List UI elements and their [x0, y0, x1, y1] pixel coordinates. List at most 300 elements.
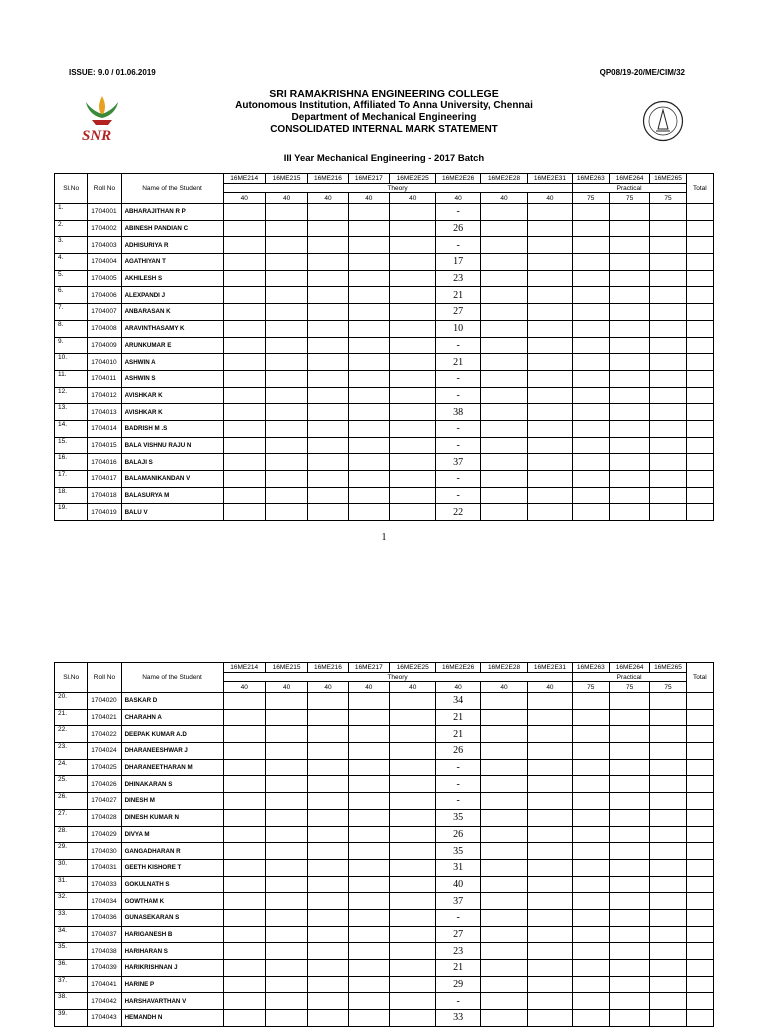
- roll-no-cell: 1704011: [88, 370, 121, 387]
- mark-cell-16me2e26: -: [436, 993, 480, 1010]
- mark-cell-16me2e26: 26: [436, 743, 480, 760]
- mark-cell-16me2e26: -: [436, 759, 480, 776]
- mark-cell: [390, 404, 436, 421]
- sl-no-cell: 31.: [55, 876, 88, 893]
- sl-no-cell: 39.: [55, 1010, 88, 1027]
- mark-cell: [348, 859, 389, 876]
- mark-cell: [308, 859, 348, 876]
- sl-no-cell: 24.: [55, 759, 88, 776]
- mark-cell-16me2e26: 22: [436, 504, 480, 521]
- mark-cell: [528, 420, 572, 437]
- mark-cell: [348, 471, 389, 488]
- roll-no-cell: 1704008: [88, 320, 121, 337]
- mark-cell: [390, 993, 436, 1010]
- mark-cell-16me2e26: -: [436, 204, 480, 221]
- mark-cell: [390, 420, 436, 437]
- table-row: [55, 960, 714, 977]
- issue-number: ISSUE: 9.0 / 01.06.2019: [69, 68, 156, 77]
- mark-cell-16me2e26: -: [436, 237, 480, 254]
- table-row: [55, 893, 714, 910]
- mark-cell: [223, 909, 265, 926]
- sl-no-cell: 20.: [55, 693, 88, 710]
- subject-code-header: 16ME2E25: [390, 174, 436, 184]
- total-cell: [686, 237, 713, 254]
- mark-cell: [265, 304, 307, 321]
- subject-code-header: 16ME2E31: [528, 174, 572, 184]
- mark-cell: [223, 270, 265, 287]
- mark-cell: [265, 420, 307, 437]
- sl-no-header: Sl.No: [55, 663, 88, 693]
- mark-cell: [308, 354, 348, 371]
- mark-cell: [348, 909, 389, 926]
- table-row: [55, 471, 714, 488]
- mark-cell: [390, 726, 436, 743]
- total-cell: [686, 709, 713, 726]
- mark-cell: [528, 354, 572, 371]
- mark-cell: [390, 809, 436, 826]
- mark-cell: [265, 254, 307, 271]
- total-header: Total: [686, 663, 713, 693]
- mark-cell: [528, 337, 572, 354]
- total-cell: [686, 876, 713, 893]
- mark-cell-16me2e26: 17: [436, 254, 480, 271]
- mark-cell: [265, 471, 307, 488]
- mark-cell: [480, 793, 527, 810]
- mark-cell: [265, 759, 307, 776]
- mark-cell: [480, 420, 527, 437]
- mark-cell: [308, 776, 348, 793]
- total-cell: [686, 404, 713, 421]
- total-cell: [686, 437, 713, 454]
- mark-cell: [348, 437, 389, 454]
- mark-cell: [265, 843, 307, 860]
- mark-cell: [265, 943, 307, 960]
- mark-cell: [609, 726, 649, 743]
- mark-cell: [265, 370, 307, 387]
- mark-cell: [223, 793, 265, 810]
- mark-cell: [528, 960, 572, 977]
- total-cell: [686, 287, 713, 304]
- roll-no-cell: 1704029: [88, 826, 121, 843]
- mark-cell: [572, 454, 609, 471]
- mark-cell: [572, 893, 609, 910]
- mark-cell: [480, 776, 527, 793]
- mark-cell: [265, 337, 307, 354]
- student-name-cell: HARIKRISHNAN J: [121, 960, 223, 977]
- mark-cell: [308, 254, 348, 271]
- mark-cell: [390, 876, 436, 893]
- mark-cell: [572, 926, 609, 943]
- mark-cell: [572, 370, 609, 387]
- student-name-header: Name of the Student: [121, 663, 223, 693]
- mark-cell: [572, 993, 609, 1010]
- mark-cell: [572, 793, 609, 810]
- roll-no-cell: 1704021: [88, 709, 121, 726]
- mark-cell: [609, 843, 649, 860]
- max-marks-header: 40: [265, 193, 307, 204]
- roll-no-cell: 1704017: [88, 471, 121, 488]
- total-cell: [686, 270, 713, 287]
- batch-title: III Year Mechanical Engineering - 2017 Batch: [283, 153, 485, 164]
- mark-cell: [572, 354, 609, 371]
- mark-cell-16me2e26: -: [436, 487, 480, 504]
- mark-cell: [348, 709, 389, 726]
- mark-cell-16me2e26: 21: [436, 960, 480, 977]
- mark-cell: [348, 404, 389, 421]
- mark-cell: [572, 709, 609, 726]
- sl-no-cell: 14.: [55, 420, 88, 437]
- mark-cell: [348, 976, 389, 993]
- mark-cell: [480, 909, 527, 926]
- roll-no-cell: 1704034: [88, 893, 121, 910]
- mark-cell: [348, 387, 389, 404]
- mark-cell: [390, 893, 436, 910]
- mark-cell-16me2e26: 38: [436, 404, 480, 421]
- table-row: [55, 254, 714, 271]
- mark-cell: [390, 287, 436, 304]
- roll-no-cell: 1704010: [88, 354, 121, 371]
- total-cell: [686, 776, 713, 793]
- mark-cell: [609, 876, 649, 893]
- mark-cell: [265, 204, 307, 221]
- student-name-cell: ABINESH PANDIAN C: [121, 220, 223, 237]
- table-row: [55, 504, 714, 521]
- mark-cell-16me2e26: 35: [436, 809, 480, 826]
- mark-cell-16me2e26: 37: [436, 454, 480, 471]
- mark-cell-16me2e26: 29: [436, 976, 480, 993]
- mark-cell: [650, 404, 686, 421]
- student-name-cell: AKHILESH S: [121, 270, 223, 287]
- mark-cell: [650, 304, 686, 321]
- mark-cell: [308, 370, 348, 387]
- student-name-cell: BALU V: [121, 504, 223, 521]
- student-name-cell: ASHWIN S: [121, 370, 223, 387]
- mark-cell: [572, 504, 609, 521]
- mark-cell: [265, 454, 307, 471]
- mark-cell: [609, 759, 649, 776]
- student-name-cell: AVISHKAR K: [121, 387, 223, 404]
- mark-cell: [348, 960, 389, 977]
- mark-cell: [480, 876, 527, 893]
- page-number: 1: [381, 532, 387, 543]
- college-name: SRI RAMAKRISHNA ENGINEERING COLLEGE: [269, 88, 499, 100]
- student-name-cell: HARSHAVARTHAN V: [121, 993, 223, 1010]
- mark-cell: [650, 726, 686, 743]
- table-row: [55, 793, 714, 810]
- sl-no-cell: 36.: [55, 960, 88, 977]
- mark-cell: [223, 726, 265, 743]
- subject-code-header: 16ME215: [265, 174, 307, 184]
- mark-cell: [572, 960, 609, 977]
- mark-cell: [650, 237, 686, 254]
- roll-no-header: Roll No: [88, 174, 121, 204]
- mark-cell: [480, 437, 527, 454]
- sl-no-cell: 25.: [55, 776, 88, 793]
- mark-cell: [528, 204, 572, 221]
- max-marks-header: 40: [348, 193, 389, 204]
- sl-no-cell: 23.: [55, 743, 88, 760]
- max-marks-header: 40: [348, 682, 389, 693]
- subject-code-header: 16ME214: [223, 663, 265, 673]
- mark-cell: [265, 776, 307, 793]
- mark-cell: [609, 370, 649, 387]
- student-name-cell: DIVYA M: [121, 826, 223, 843]
- mark-cell: [223, 204, 265, 221]
- mark-cell: [528, 304, 572, 321]
- mark-cell: [609, 437, 649, 454]
- mark-cell: [308, 420, 348, 437]
- mark-cell: [390, 759, 436, 776]
- mark-cell: [390, 776, 436, 793]
- sl-no-cell: 21.: [55, 709, 88, 726]
- mark-cell: [609, 304, 649, 321]
- student-name-cell: GUNASEKARAN S: [121, 909, 223, 926]
- mark-cell: [348, 487, 389, 504]
- mark-cell: [650, 876, 686, 893]
- roll-no-cell: 1704039: [88, 960, 121, 977]
- roll-no-cell: 1704037: [88, 926, 121, 943]
- theory-header: Theory: [223, 673, 572, 682]
- mark-cell: [265, 960, 307, 977]
- sl-no-cell: 13.: [55, 404, 88, 421]
- mark-cell: [223, 876, 265, 893]
- max-marks-header: 75: [609, 682, 649, 693]
- mark-cell: [572, 826, 609, 843]
- mark-cell: [650, 776, 686, 793]
- mark-cell: [609, 809, 649, 826]
- total-cell: [686, 254, 713, 271]
- mark-cell: [223, 926, 265, 943]
- mark-cell: [390, 220, 436, 237]
- mark-cell: [265, 487, 307, 504]
- mark-cell: [480, 693, 527, 710]
- mark-cell: [223, 254, 265, 271]
- sl-no-cell: 35.: [55, 943, 88, 960]
- mark-cell: [265, 387, 307, 404]
- subject-code-header: 16ME263: [572, 174, 609, 184]
- subject-code-header: 16ME217: [348, 663, 389, 673]
- logo-wordmark: SNR: [82, 128, 112, 144]
- table-row: [55, 270, 714, 287]
- max-marks-header: 40: [265, 682, 307, 693]
- sl-no-header: Sl.No: [55, 174, 88, 204]
- roll-no-cell: 1704006: [88, 287, 121, 304]
- mark-cell: [609, 254, 649, 271]
- student-name-cell: ABHARAJITHAN R P: [121, 204, 223, 221]
- mark-cell: [265, 404, 307, 421]
- mark-cell: [650, 843, 686, 860]
- subject-code-header: 16ME2E26: [436, 663, 480, 673]
- total-cell: [686, 387, 713, 404]
- total-cell: [686, 993, 713, 1010]
- mark-cell-16me2e26: -: [436, 909, 480, 926]
- roll-no-cell: 1704027: [88, 793, 121, 810]
- total-cell: [686, 843, 713, 860]
- mark-cell: [572, 693, 609, 710]
- subject-code-header: 16ME263: [572, 663, 609, 673]
- mark-cell-16me2e26: 34: [436, 693, 480, 710]
- mark-cell: [223, 287, 265, 304]
- max-marks-header: 40: [308, 682, 348, 693]
- department-name: Department of Mechanical Engineering: [291, 112, 477, 123]
- table-row: [55, 420, 714, 437]
- mark-cell-16me2e26: 23: [436, 270, 480, 287]
- table-row: [55, 237, 714, 254]
- mark-cell: [390, 859, 436, 876]
- mark-cell: [308, 404, 348, 421]
- student-name-cell: AVISHKAR K: [121, 404, 223, 421]
- mark-cell-16me2e26: 27: [436, 926, 480, 943]
- student-name-cell: BADRISH M .S: [121, 420, 223, 437]
- mark-cell: [609, 776, 649, 793]
- roll-no-cell: 1704022: [88, 726, 121, 743]
- sl-no-cell: 17.: [55, 471, 88, 488]
- mark-cell: [223, 370, 265, 387]
- mark-cell: [480, 487, 527, 504]
- mark-cell: [650, 320, 686, 337]
- mark-cell: [308, 743, 348, 760]
- mark-cell: [480, 204, 527, 221]
- roll-no-cell: 1704004: [88, 254, 121, 271]
- roll-no-cell: 1704041: [88, 976, 121, 993]
- mark-cell: [528, 320, 572, 337]
- mark-cell: [480, 237, 527, 254]
- mark-cell: [572, 976, 609, 993]
- sl-no-cell: 6.: [55, 287, 88, 304]
- mark-cell: [609, 337, 649, 354]
- mark-cell: [609, 387, 649, 404]
- mark-cell: [609, 504, 649, 521]
- mark-cell: [528, 504, 572, 521]
- mark-cell: [609, 320, 649, 337]
- mark-cell-16me2e26: -: [436, 793, 480, 810]
- mark-cell: [308, 793, 348, 810]
- mark-cell: [308, 287, 348, 304]
- mark-cell: [528, 926, 572, 943]
- mark-cell: [390, 471, 436, 488]
- mark-cell: [480, 270, 527, 287]
- sl-no-cell: 29.: [55, 843, 88, 860]
- mark-cell-16me2e26: -: [436, 471, 480, 488]
- mark-cell: [348, 759, 389, 776]
- mark-cell: [528, 976, 572, 993]
- mark-cell: [265, 826, 307, 843]
- mark-cell: [650, 204, 686, 221]
- student-name-cell: HARIGANESH B: [121, 926, 223, 943]
- sl-no-cell: 10.: [55, 354, 88, 371]
- mark-cell: [650, 437, 686, 454]
- mark-cell-16me2e26: 40: [436, 876, 480, 893]
- table-row: [55, 320, 714, 337]
- mark-cell: [265, 909, 307, 926]
- max-marks-header: 40: [308, 193, 348, 204]
- mark-cell: [390, 487, 436, 504]
- mark-cell: [390, 437, 436, 454]
- mark-cell: [390, 960, 436, 977]
- max-marks-header: 75: [572, 682, 609, 693]
- sl-no-cell: 37.: [55, 976, 88, 993]
- mark-cell-16me2e26: 10: [436, 320, 480, 337]
- mark-cell: [650, 793, 686, 810]
- total-cell: [686, 726, 713, 743]
- mark-cell: [609, 926, 649, 943]
- mark-cell: [528, 270, 572, 287]
- mark-cell-16me2e26: -: [436, 420, 480, 437]
- mark-cell: [572, 876, 609, 893]
- mark-cell: [308, 337, 348, 354]
- mark-cell: [265, 743, 307, 760]
- mark-cell: [308, 826, 348, 843]
- mark-cell: [265, 876, 307, 893]
- mark-cell: [480, 287, 527, 304]
- roll-no-cell: 1704028: [88, 809, 121, 826]
- mark-cell: [609, 993, 649, 1010]
- table-row: [55, 859, 714, 876]
- sl-no-cell: 32.: [55, 893, 88, 910]
- table-row: [55, 993, 714, 1010]
- mark-cell: [308, 893, 348, 910]
- mark-cell: [308, 304, 348, 321]
- mark-cell: [348, 254, 389, 271]
- table-row: [55, 726, 714, 743]
- mark-cell: [223, 843, 265, 860]
- mark-cell: [348, 876, 389, 893]
- roll-no-header: Roll No: [88, 663, 121, 693]
- total-cell: [686, 220, 713, 237]
- mark-cell: [650, 693, 686, 710]
- mark-cell: [572, 859, 609, 876]
- roll-no-cell: 1704014: [88, 420, 121, 437]
- sl-no-cell: 7.: [55, 304, 88, 321]
- mark-cell: [528, 993, 572, 1010]
- max-marks-header: 40: [436, 682, 480, 693]
- total-cell: [686, 809, 713, 826]
- mark-cell: [223, 809, 265, 826]
- total-cell: [686, 693, 713, 710]
- total-cell: [686, 743, 713, 760]
- max-marks-header: 40: [390, 682, 436, 693]
- mark-cell: [650, 893, 686, 910]
- mark-cell: [308, 876, 348, 893]
- mark-cell: [348, 454, 389, 471]
- mark-cell: [390, 337, 436, 354]
- table-row: [55, 843, 714, 860]
- mark-cell: [480, 743, 527, 760]
- mark-cell: [528, 793, 572, 810]
- mark-cell: [528, 287, 572, 304]
- mark-cell: [223, 387, 265, 404]
- subject-code-header: 16ME214: [223, 174, 265, 184]
- mark-cell: [650, 420, 686, 437]
- max-marks-header: 75: [650, 193, 686, 204]
- sl-no-cell: 2.: [55, 220, 88, 237]
- student-name-cell: ASHWIN A: [121, 354, 223, 371]
- mark-cell: [609, 220, 649, 237]
- practical-header: Practical: [572, 673, 686, 682]
- total-cell: [686, 487, 713, 504]
- mark-cell: [609, 471, 649, 488]
- total-cell: [686, 370, 713, 387]
- mark-cell: [650, 354, 686, 371]
- mark-cell: [528, 743, 572, 760]
- sl-no-cell: 26.: [55, 793, 88, 810]
- mark-cell: [650, 471, 686, 488]
- subject-code-header: 16ME2E28: [480, 174, 527, 184]
- mark-cell: [528, 237, 572, 254]
- mark-cell: [528, 709, 572, 726]
- mark-cell: [223, 454, 265, 471]
- student-name-cell: CHARAHN A: [121, 709, 223, 726]
